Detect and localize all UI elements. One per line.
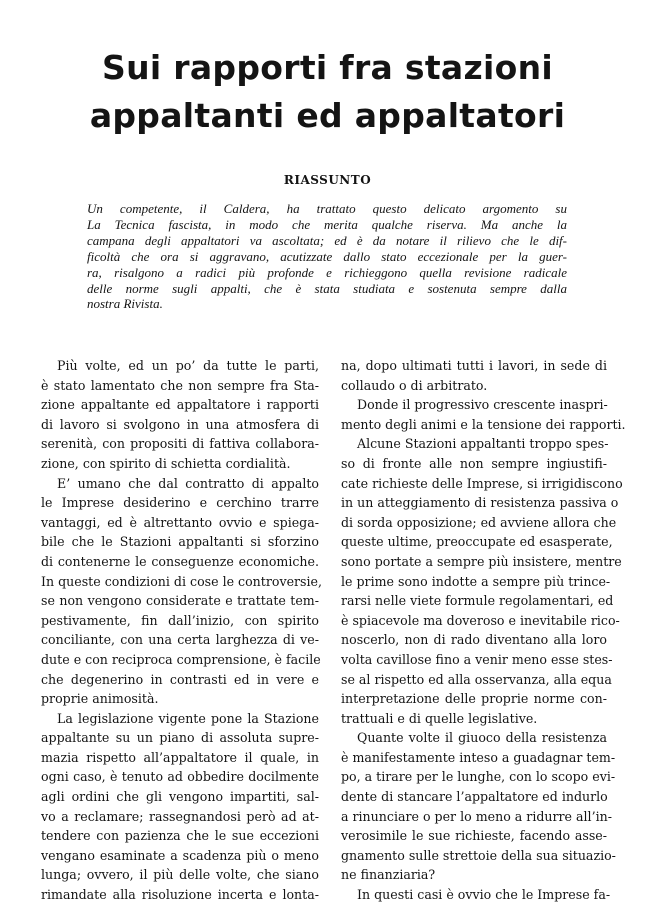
title-line-1: Sui rapporti fra stazioni xyxy=(102,48,553,87)
text-line: conciliante, con una certa larghezza di ve- xyxy=(41,632,319,648)
abstract xyxy=(87,201,567,312)
text-line: appaltante su un piano di assoluta supre- xyxy=(41,730,319,746)
title-line-2: appaltanti ed appaltatori xyxy=(89,96,566,135)
text-line: di sorda opposizione; ed avviene allora che xyxy=(341,514,617,530)
text-line: In queste condizioni di cose le controversie, xyxy=(41,573,322,589)
text-line: vantaggi, ed è altrettanto ovvio e spiega- xyxy=(41,514,319,530)
abstract-line: delle norme sugli appalti, che è stata studiata e sostenuta sempre dalla xyxy=(87,280,567,296)
abstract-line: ficoltà che ora si aggravano, acutizzate dallo stato eccezionale per la guer- xyxy=(87,248,567,264)
text-line: vo a reclamare; rassegnandosi però ad at- xyxy=(41,808,319,824)
text-line: rarsi nelle viete formule regolamentari, ed xyxy=(341,593,614,609)
text-line: queste ultime, preoccupate ed esasperate, xyxy=(341,534,613,550)
text-line: di contenerne le conseguenze economiche. xyxy=(41,553,319,569)
text-line: agli ordini che gli vengono impartiti, sal- xyxy=(41,789,319,805)
text-line: serenità, con propositi di fattiva collabora- xyxy=(41,436,319,452)
text-line: è spiacevole ma doveroso e inevitabile rico- xyxy=(341,612,620,628)
text-line: volta cavillose fino a venir meno esse stes- xyxy=(341,651,613,667)
text-line: Donde il progressivo crescente inaspri- xyxy=(357,397,608,413)
text-line: lunga; ovvero, il più delle volte, che siano xyxy=(41,867,319,883)
text-line: collaudo o di arbitrato. xyxy=(341,377,488,393)
left-column xyxy=(41,356,322,905)
text-line: è manifestamente inteso a guadagnar tem- xyxy=(341,749,616,765)
text-line: E’ umano che dal contratto di appalto xyxy=(57,475,319,491)
text-line: Quante volte il giuoco della resistenza xyxy=(357,730,607,746)
text-line: La legislazione vigente pone la Stazione xyxy=(57,710,319,726)
right-column xyxy=(341,356,626,905)
text-line: ne finanziaria? xyxy=(341,867,436,883)
text-line: Più volte, ed un po’ da tutte le parti, xyxy=(57,358,319,373)
text-line: sono portate a sempre più insistere, mentre xyxy=(341,553,622,569)
text-line: mazia rispetto all’appaltatore il quale, in xyxy=(41,749,319,765)
text-line: a rinunciare o per lo meno a ridurre all’in- xyxy=(341,808,612,824)
text-line: vengano esaminate a scadenza più o meno xyxy=(41,847,319,863)
article-title xyxy=(40,44,615,140)
text-line: ogni caso, è tenuto ad obbedire docilmente xyxy=(41,769,319,785)
text-line: mento degli animi e la tensione dei rapporti. xyxy=(341,416,626,432)
text-line: Alcune Stazioni appaltanti troppo spes- xyxy=(357,436,609,452)
text-line: le prime sono indotte a sempre più trince- xyxy=(341,573,611,589)
text-line: proprie animosità. xyxy=(41,691,159,707)
text-line: dente di stancare l’appaltatore ed indurlo xyxy=(341,789,608,805)
text-line: po, a tirare per le lunghe, con lo scopo evi- xyxy=(341,769,616,785)
text-line: che degenerino in contrasti ed in vere e xyxy=(41,671,319,687)
text-line: so di fronte alle non sempre ingiustifi- xyxy=(341,455,607,471)
text-line: pestivamente, fin dall’inizio, con spirito xyxy=(41,612,319,628)
abstract-line: Un competente, il Caldera, ha trattato questo delicato argomento su xyxy=(87,201,567,216)
text-line: dute e con reciproca comprensione, è facile xyxy=(41,651,321,667)
text-line: tendere con pazienza che le sue eccezioni xyxy=(41,828,319,844)
text-line: verosimile le sue richieste, facendo asse- xyxy=(341,828,607,844)
text-line: zione appaltante ed appaltatore i rapporti xyxy=(41,397,319,413)
text-line: cate richieste delle Imprese, si irrigidiscono xyxy=(341,475,623,491)
text-line: zione, con spirito di schietta cordialità. xyxy=(41,455,291,471)
text-line: se non vengono considerate e trattate tem- xyxy=(41,593,319,609)
text-line: le Imprese desiderino e cerchino trarre xyxy=(41,495,319,511)
text-line: in un atteggiamento di resistenza passiva o xyxy=(341,495,619,511)
text-line: gnamento sulle strettoie della sua situazio- xyxy=(341,847,616,863)
abstract-line: campana degli appaltatori va ascoltata; ed è da notare il rilievo che le dif- xyxy=(87,232,567,248)
text-line: bile che le Stazioni appaltanti si sforzino xyxy=(41,534,319,550)
text-line: di lavoro si svolgono in una atmosfera di xyxy=(41,416,319,432)
text-line: In questi casi è ovvio che le Imprese fa- xyxy=(357,887,611,903)
text-line: se al rispetto ed alla osservanza, alla equa xyxy=(341,671,612,687)
text-line: noscerlo, non di rado diventano alla loro xyxy=(341,632,607,648)
text-line: interpretazione delle proprie norme con- xyxy=(341,691,607,707)
abstract-line: nostra Rivista. xyxy=(87,296,163,312)
text-line: trattuali e di quelle legislative. xyxy=(341,710,538,726)
text-line: è stato lamentato che non sempre fra Sta- xyxy=(41,377,319,393)
abstract-heading: RIASSUNTO xyxy=(283,173,372,187)
abstract-line: La Tecnica fascista, in modo che merita qualche riserva. Ma anche la xyxy=(87,216,567,232)
text-line: na, dopo ultimati tutti i lavori, in sede di xyxy=(341,358,607,373)
abstract-line: ra, risalgono a radici più profonde e richieggono quella revisione radicale xyxy=(87,264,567,280)
text-line: rimandate alla risoluzione incerta e lonta- xyxy=(41,887,319,903)
